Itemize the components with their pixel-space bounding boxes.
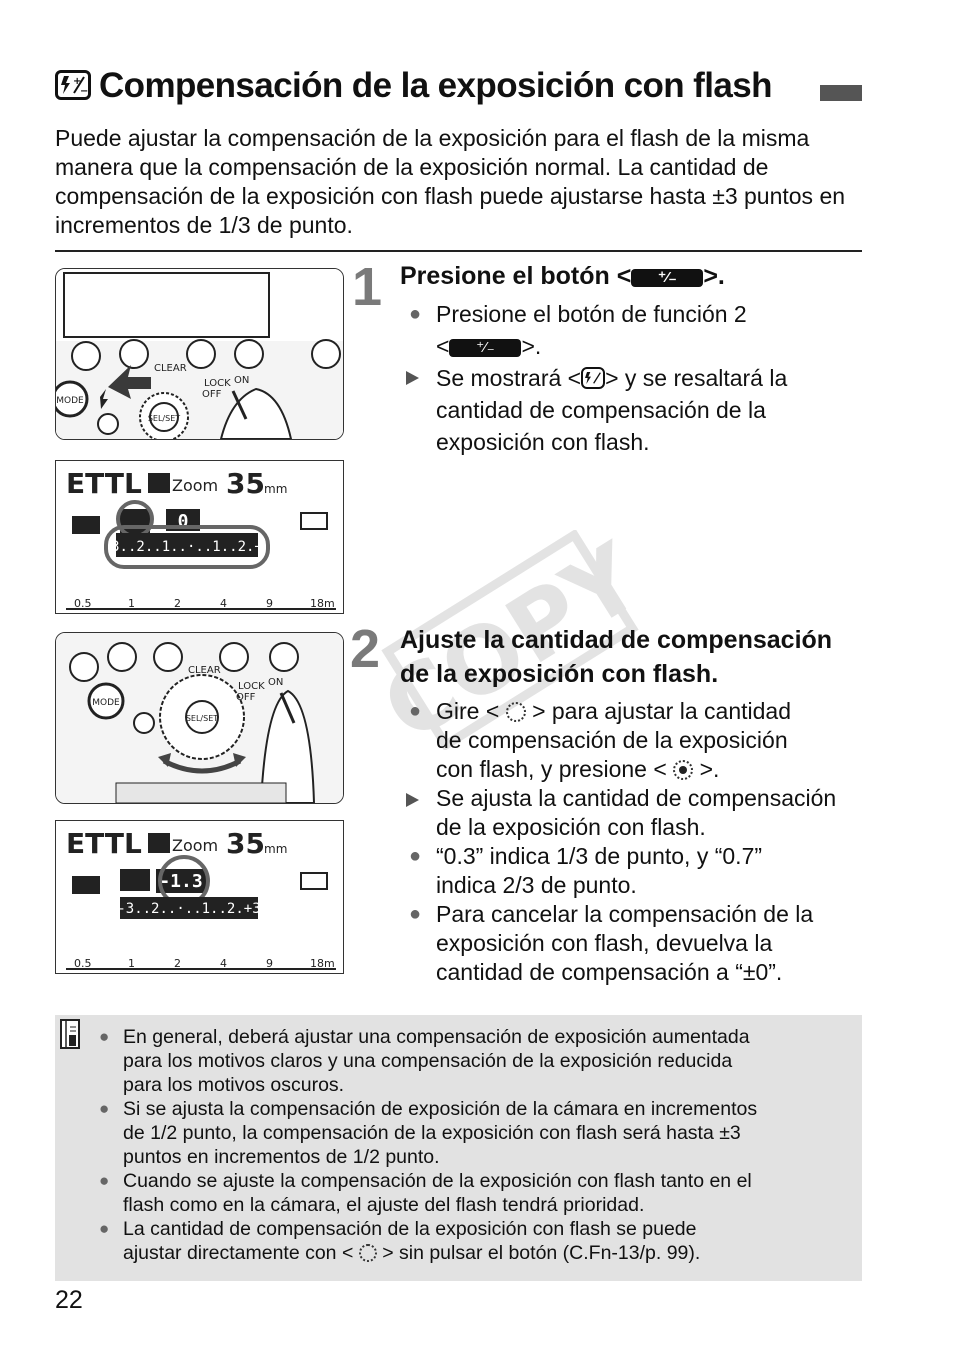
bullet-dot-icon: ● [99, 1099, 110, 1118]
lcd2-mode: ETTL [66, 827, 142, 860]
svg-text:4: 4 [220, 957, 227, 970]
svg-text:4: 4 [220, 597, 227, 610]
result-arrow-icon [406, 371, 419, 385]
sel-set-button-icon [673, 760, 693, 780]
title-text: Compensación de la exposición con flash [99, 66, 772, 105]
step-2-result: Se ajusta la cantidad de compensación de la exposición con flash. [400, 784, 870, 842]
bullet-dot-icon: ● [99, 1027, 110, 1046]
bullet-dot-icon: ● [99, 1219, 110, 1238]
page-number: 22 [55, 1286, 83, 1314]
note-2: ● Si se ajusta la compensación de exposición de la cámara en incrementos de 1/2 punto, la compensación de la exposición con flash será hasta ±3 puntos en incrementos de 1/2 punto. [99, 1098, 758, 1168]
page-title [55, 66, 772, 106]
section-divider [55, 250, 862, 252]
off-label: OFF [202, 389, 222, 400]
clear-label: CLEAR [154, 363, 187, 374]
svg-text:1: 1 [128, 957, 135, 970]
lcd2-comp-value: -1.3 [159, 871, 203, 892]
function-button-2-symbol: ⁺⁄₋ [631, 269, 703, 287]
svg-text:9: 9 [266, 597, 273, 610]
note-3: ● Cuando se ajuste la compensación de la exposición con flash tanto en el flash como en la cámara, el ajuste del flash tendrá prioridad. [99, 1170, 752, 1216]
step-2-bullet-3: ● Para cancelar la compensación de la exposición con flash, devuelva la cantidad de compensación a “±0”. [400, 900, 870, 987]
flash-exposure-compensation-icon [55, 70, 91, 100]
step-1-bullet-1: ● Presione el botón de función 2 < ⁺⁄₋ >. [400, 298, 860, 362]
step-1-heading: Presione el botón < ⁺⁄₋ >. [400, 262, 725, 290]
flash-back-illustration-2 [55, 632, 344, 804]
lcd1-mode: ETTL [66, 467, 142, 500]
lock-label: LOCK [204, 378, 231, 389]
result-arrow-icon [406, 793, 419, 807]
note-4: ● La cantidad de compensación de la exposición con flash se puede ajustar directamente con < > sin pulsar el botón (C.Fn-13/p. 99). [99, 1218, 701, 1264]
on-label-2: ON [268, 677, 284, 688]
svg-text:9: 9 [266, 957, 273, 970]
svg-text:2: 2 [174, 597, 181, 610]
on-label: ON [234, 375, 250, 386]
dial-icon [506, 702, 526, 722]
intro-paragraph: Puede ajustar la compensación de la exposición para el flash de la misma manera que la compensación de la exposición normal. La cantidad de compensación de la exposición con flash puede ajustarse hasta ±3 puntos en incrementos de 1/3 de punto. [55, 125, 846, 238]
off-label-2: OFF [236, 692, 256, 703]
svg-text:0.5: 0.5 [74, 597, 92, 610]
bullet-dot-icon: ● [408, 903, 422, 925]
lcd1-zoom-value: 35 [226, 467, 265, 500]
step-1-number: 1 [352, 257, 383, 317]
svg-text:2: 2 [174, 957, 181, 970]
bullet-dot-icon: ● [408, 303, 422, 325]
notes-box [55, 1015, 862, 1281]
svg-text:−: − [80, 86, 88, 97]
note-1: ● En general, deberá ajustar una compensación de exposición aumentada para los motivos claros y una compensación de la exposición reducida para los motivos oscuros. [99, 1026, 750, 1096]
lcd2-scale: -3..2..·..1..2.+3 [117, 901, 261, 917]
lcd1-zoom-unit: mm [264, 482, 288, 496]
bullet-dot-icon: ● [408, 845, 422, 867]
mode-label-2: MODE [92, 698, 120, 708]
clear-label-2: CLEAR [188, 665, 221, 676]
lcd-panel-2 [55, 820, 344, 974]
svg-text:0.5: 0.5 [74, 957, 92, 970]
svg-text:+: + [73, 76, 81, 87]
sel-set-label: SEL/SET [147, 414, 181, 423]
svg-text:1: 1 [128, 597, 135, 610]
flash-back-illustration-1 [55, 268, 344, 440]
svg-text:18m: 18m [310, 597, 335, 610]
lcd-panel-1 [55, 460, 344, 614]
title-decoration-bar [820, 85, 862, 101]
svg-text:COPY: COPY [380, 530, 640, 750]
sel-set-label-2: SEL/SET [185, 714, 219, 723]
bullet-dot-icon: ● [99, 1171, 110, 1190]
step-2-bullet-1: ● Gire < > para ajustar la cantidad de compensación de la exposición con flash, y presione < >. [400, 697, 870, 784]
svg-text:18m: 18m [310, 957, 335, 970]
lcd2-zoom-label: Zoom [172, 836, 219, 855]
lcd1-scale: -3..2..1..·..1..2.+3 [102, 539, 272, 555]
bullet-dot-icon: ● [408, 700, 422, 722]
lock-label-2: LOCK [238, 681, 265, 692]
step-2-heading: Ajuste la cantidad de compensación de la exposición con flash. [400, 626, 833, 688]
step-1-body [400, 298, 860, 458]
step-2-number: 2 [350, 619, 381, 679]
lcd1-zoom-label: Zoom [172, 476, 219, 495]
lcd2-zoom-value: 35 [226, 827, 265, 860]
step-2-bullet-2: ● “0.3” indica 1/3 de punto, y “0.7” indica 2/3 de punto. [400, 842, 870, 900]
step-1-result: Se mostrará < > y se resaltará la cantidad de compensación de la exposición con flash. [400, 362, 860, 458]
lcd1-comp-value: 0 [177, 511, 189, 532]
dial-icon [359, 1244, 377, 1262]
function-button-2-symbol: ⁺⁄₋ [449, 339, 521, 357]
flash-exposure-compensation-icon [581, 367, 605, 389]
step-2-body [400, 697, 870, 987]
mode-label: MODE [56, 396, 84, 406]
lcd2-zoom-unit: mm [264, 842, 288, 856]
